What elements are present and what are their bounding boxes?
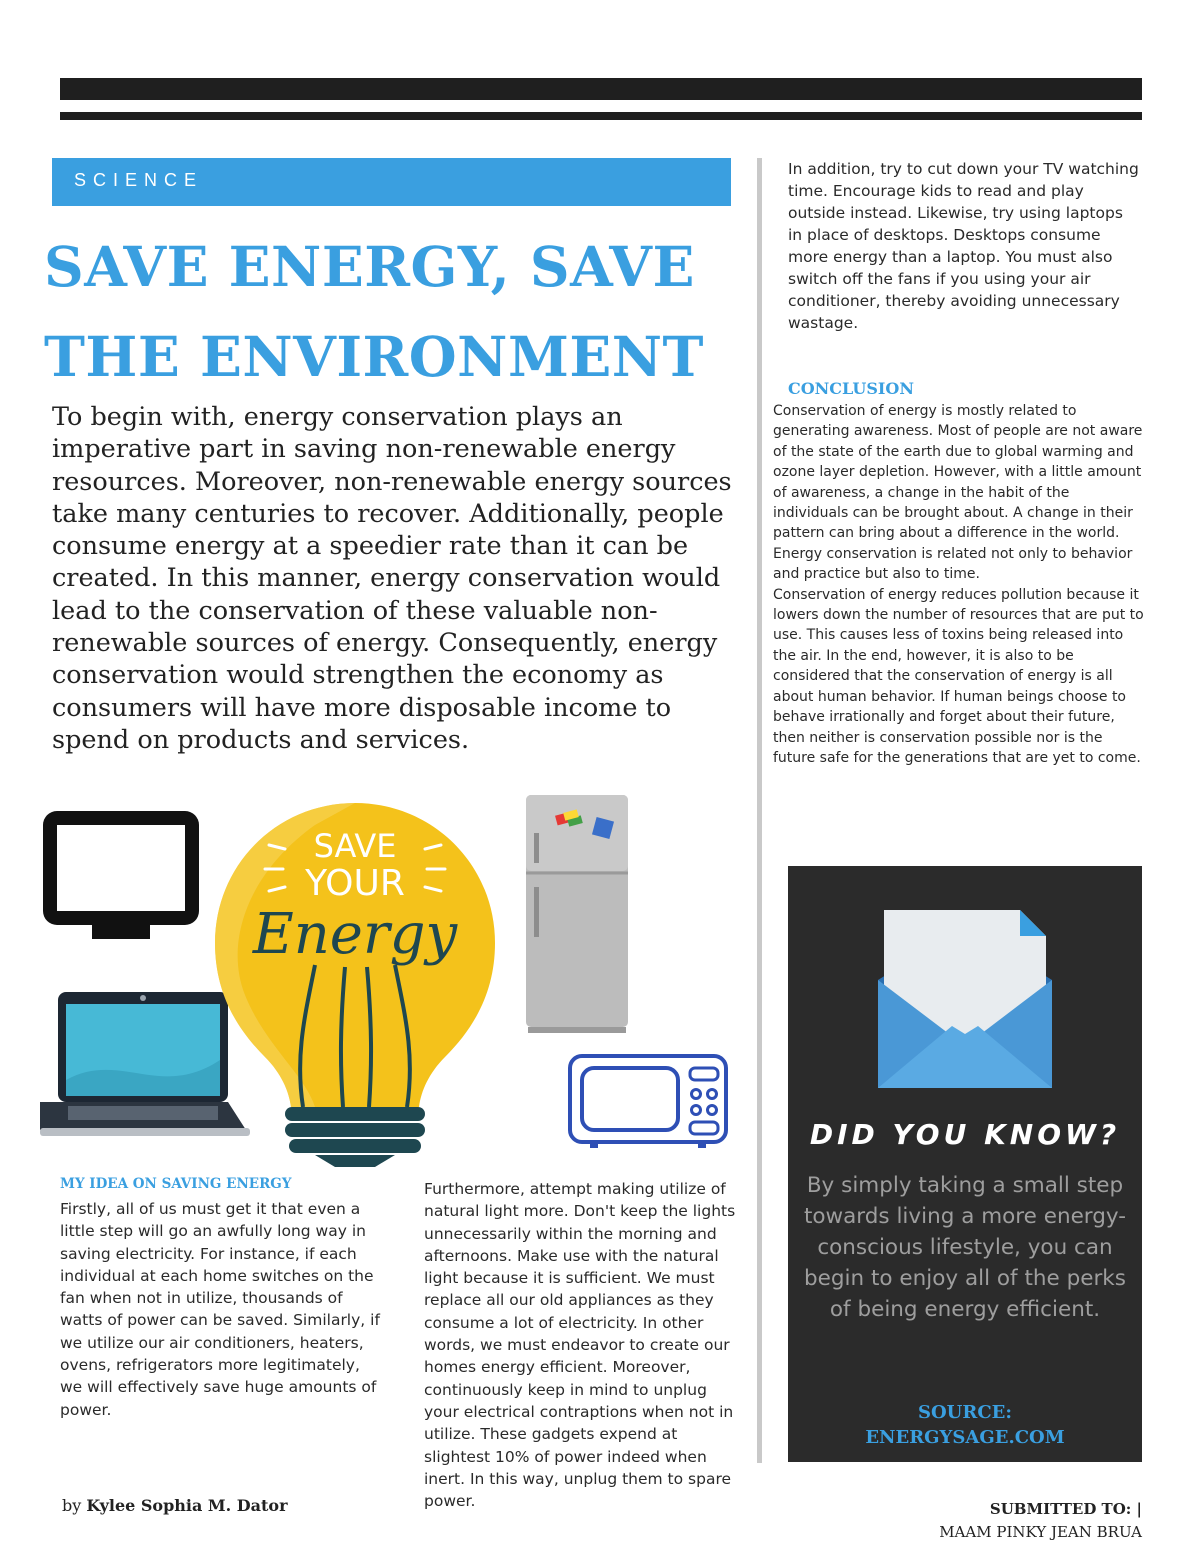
section-tag-label: SCIENCE: [74, 170, 204, 190]
column-divider: [757, 158, 762, 1463]
source-site: ENERGYSAGE.COM: [865, 1427, 1065, 1448]
intro-paragraph: To begin with, energy conservation plays an imperative part in saving non-renewable energy resources. Moreover, non-renewable energy sources take many centuries to recover. Additionally, people consume energy at a speedier rate than it can be created. In this manner, energy conservation would lead to the conservation of these valuable non-renewable sources of energy. Consequently, energy conservation would strengthen the economy as consumers will have more disposable income to spend on products and services.: [52, 402, 732, 755]
monitor-icon: [40, 808, 202, 943]
conclusion-paragraph-2: Conservation of energy reduces pollution because it lowers down the number of resources that are put to use. This causes less of toxins being released into the air. In the end, however, it is also to be considered that the conservation of energy is all about human behavior. If human beings choose to behave irrationally and forget about their future, then neither is conservation possible nor is the future safe for the generations that are yet to come.: [773, 586, 1144, 766]
furthermore-paragraph: Furthermore, attempt making utilize of natural light more. Don't keep the lights unnecessarily within the morning and afternoons. Make use with the natural light because it is sufficient. We must replace all our old appliances as they consume a lot of electricity. In other words, we must endeavor to create our homes energy efficient. Moreover, continuously keep in mind to unplug your electrical contraptions when not in utilize. These gadgets expend at slightest 10% of power indeed when inert. In this way, unplug them to spare power.: [424, 1180, 736, 1511]
conclusion-body: [773, 401, 1145, 768]
section-tag: [52, 158, 731, 206]
source-label: SOURCE:: [917, 1402, 1013, 1423]
bulb-text-save: SAVE: [313, 827, 397, 865]
idea-heading: MY IDEA ON SAVING ENERGY: [60, 1176, 292, 1192]
byline: [62, 1496, 288, 1515]
right-column-paragraph: In addition, try to cut down your TV watching time. Encourage kids to read and play outside instead. Likewise, try using laptops in place of desktops. Desktops consume more energy than a laptop. You must also switch off the fans if you using your air conditioner, thereby avoiding unnecessary wastage.: [788, 160, 1139, 332]
byline-prefix: by: [62, 1496, 87, 1515]
lightbulb-icon: [205, 795, 505, 1170]
byline-author: Kylee Sophia M. Dator: [86, 1496, 288, 1515]
conclusion-heading: CONCLUSION: [788, 379, 914, 398]
source-credit: [788, 1400, 1142, 1450]
conclusion-paragraph-1: Conservation of energy is mostly related to generating awareness. Most of people are not aware of the state of the earth due to global warming and ozone layer depletion. However, with a little amount of awareness, a change in the habit of the individuals can be brought about. A change in their pattern can bring about a difference in the world. Energy conservation is related not only to behavior and practice but also to time.: [773, 403, 1143, 583]
submitted-name: MAAM PINKY JEAN BRUA: [939, 1523, 1142, 1541]
submitted-to: [880, 1498, 1142, 1544]
idea-paragraph: Firstly, all of us must get it that even a little step will go an awfully long way in saving electricity. For instance, if each individual at each home switches on the fan when not in utilize, thousands of watts of power can be saved. Similarly, if we utilize our air conditioners, heaters, ovens, refrigerators more legitimately, we will effectively save huge amounts of power.: [60, 1200, 380, 1419]
top-rule-thick: [60, 78, 1142, 100]
refrigerator-icon: [524, 793, 630, 1035]
microwave-icon: [566, 1052, 732, 1152]
submitted-label: SUBMITTED TO: |: [989, 1500, 1142, 1518]
did-you-know-text: By simply taking a small step towards living a more energy-conscious lifestyle, you can begin to enjoy all of the perks of being energy efficient.: [803, 1173, 1127, 1322]
did-you-know-title: DID YOU KNOW?: [809, 1118, 1121, 1151]
bulb-text-your: YOUR: [305, 863, 405, 904]
top-rule-thin: [60, 112, 1142, 120]
bulb-text-energy: Energy: [252, 902, 458, 967]
envelope-icon: [870, 906, 1060, 1092]
headline: SAVE ENERGY, SAVE THE ENVIRONMENT: [44, 234, 704, 389]
